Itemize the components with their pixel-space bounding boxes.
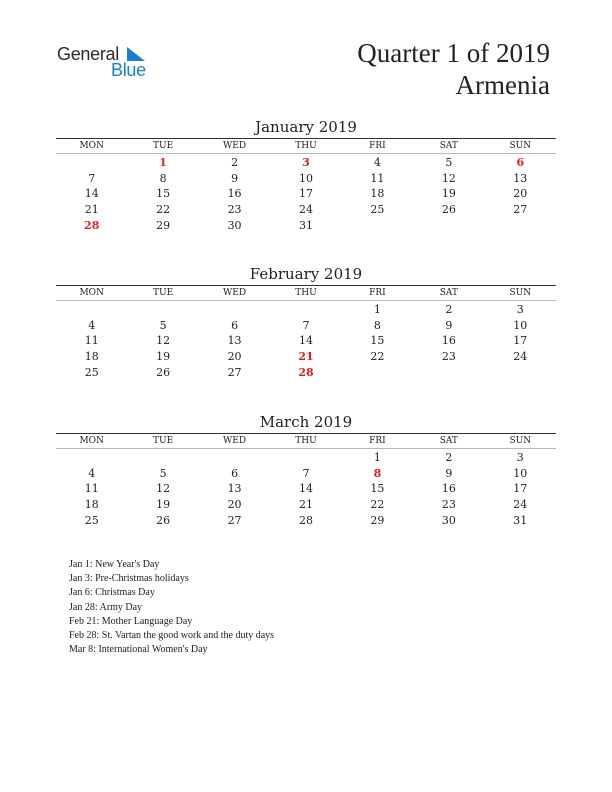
day-cell: 2 (445, 451, 453, 464)
day-cell: 24 (298, 203, 313, 217)
day-cell: 10 (513, 318, 528, 332)
day-cell: 2 (231, 156, 239, 169)
day-cell: 27 (513, 203, 528, 217)
day-cell: 25 (84, 365, 99, 379)
day-cell: 7 (302, 466, 310, 480)
day-cell: 30 (441, 513, 456, 527)
day-cell: 8 (159, 171, 167, 185)
day-cell: 15 (370, 334, 385, 348)
title-country: Armenia (455, 70, 550, 100)
weekday-label: MON (79, 141, 104, 151)
day-cell: 5 (159, 318, 167, 332)
day-cell: 17 (513, 334, 528, 348)
day-cell: 14 (84, 187, 99, 201)
day-cell: 10 (513, 466, 528, 480)
weekday-header (56, 139, 556, 154)
day-cell: 12 (156, 334, 171, 348)
weekday-label: THU (295, 141, 317, 151)
month-march (56, 413, 556, 528)
logo-word-blue: Blue (111, 60, 146, 80)
day-cell: 19 (156, 350, 171, 364)
day-cell: 29 (156, 218, 171, 232)
day-cell: 22 (156, 203, 171, 217)
day-grid (56, 450, 556, 528)
day-cell: 4 (373, 156, 381, 169)
day-cell (199, 450, 270, 466)
day-cell: 4 (88, 318, 96, 332)
weekday-label: SAT (439, 288, 458, 298)
day-cell: 16 (441, 482, 456, 496)
day-cell: 9 (445, 466, 453, 480)
weekday-label: SUN (509, 436, 532, 446)
month-january (56, 118, 556, 233)
day-cell: 24 (513, 498, 528, 512)
day-cell: 6 (231, 318, 239, 332)
day-cell: 15 (156, 187, 171, 201)
day-cell (127, 302, 198, 318)
logo-triangle-icon (127, 47, 145, 61)
day-cell: 16 (441, 334, 456, 348)
day-cell: 11 (84, 334, 99, 348)
weekday-label: THU (295, 436, 317, 446)
day-cell: 21 (84, 203, 99, 217)
day-cell: 8 (373, 318, 381, 332)
day-cell: 26 (441, 203, 456, 217)
day-cell: 27 (227, 365, 242, 379)
weekday-label: TUE (153, 288, 174, 298)
day-cell: 8 (373, 466, 382, 480)
page-title (357, 37, 550, 101)
weekday-label: SUN (509, 141, 532, 151)
day-cell: 16 (227, 187, 242, 201)
day-cell: 31 (298, 218, 313, 232)
holiday-note: Jan 3: Pre-Christmas holidays (69, 573, 189, 585)
day-cell: 25 (370, 203, 385, 217)
holiday-note: Jan 1: New Year's Day (69, 559, 160, 570)
day-cell: 1 (373, 303, 381, 316)
weekday-label: TUE (153, 436, 174, 446)
day-cell: 28 (84, 218, 100, 232)
day-cell: 3 (516, 451, 524, 464)
logo (57, 44, 157, 84)
weekday-label: SAT (439, 141, 458, 151)
day-cell: 24 (513, 350, 528, 364)
weekday-label: WED (223, 141, 247, 151)
day-cell (270, 302, 341, 318)
day-cell: 11 (84, 482, 99, 496)
day-cell: 22 (370, 498, 385, 512)
weekday-label: SUN (509, 288, 532, 298)
day-cell (199, 302, 270, 318)
month-name: March 2019 (259, 413, 353, 431)
day-cell: 12 (156, 482, 171, 496)
day-cell (56, 302, 127, 318)
day-cell: 1 (373, 451, 381, 464)
day-cell: 23 (441, 498, 456, 512)
holiday-notes (69, 558, 274, 657)
day-cell: 7 (302, 318, 310, 332)
day-cell: 26 (156, 513, 171, 527)
weekday-label: FRI (369, 288, 386, 298)
day-grid (56, 302, 556, 380)
day-cell (270, 450, 341, 466)
day-grid (56, 155, 556, 233)
day-cell: 3 (516, 303, 524, 316)
day-cell: 26 (156, 365, 171, 379)
day-cell: 25 (84, 513, 99, 527)
day-cell: 17 (513, 482, 528, 496)
weekday-label: FRI (369, 141, 386, 151)
day-cell: 28 (298, 513, 313, 527)
weekday-label: MON (79, 288, 104, 298)
day-cell: 22 (370, 350, 385, 364)
day-cell: 18 (370, 187, 385, 201)
month-name: February 2019 (249, 265, 363, 283)
day-cell: 9 (231, 171, 239, 185)
day-cell: 13 (227, 334, 242, 348)
day-cell: 14 (298, 334, 313, 348)
day-cell (56, 155, 127, 171)
day-cell: 6 (516, 156, 525, 169)
day-cell: 19 (156, 498, 171, 512)
holiday-note: Jan 6: Christmas Day (69, 587, 155, 599)
weekday-label: MON (79, 436, 104, 446)
day-cell: 13 (513, 171, 528, 185)
day-cell: 17 (298, 187, 313, 201)
day-cell: 31 (513, 513, 528, 527)
day-cell (342, 365, 413, 381)
day-cell: 2 (445, 303, 453, 316)
day-cell: 6 (231, 466, 239, 480)
day-cell: 19 (441, 187, 456, 201)
day-cell: 21 (298, 350, 314, 364)
day-cell: 20 (513, 187, 528, 201)
day-cell: 28 (298, 365, 314, 379)
weekday-label: TUE (153, 141, 174, 151)
day-cell: 11 (370, 171, 385, 185)
holiday-note: Feb 21: Mother Language Day (69, 615, 193, 627)
month-february (56, 265, 556, 380)
day-cell: 3 (302, 156, 310, 169)
day-cell: 9 (445, 318, 453, 332)
day-cell: 7 (88, 171, 96, 185)
day-cell: 10 (298, 171, 313, 185)
day-cell: 27 (227, 513, 242, 527)
day-cell: 23 (441, 350, 456, 364)
day-cell: 1 (159, 156, 167, 169)
day-cell: 30 (227, 218, 242, 232)
day-cell (485, 218, 556, 234)
day-cell: 18 (84, 350, 99, 364)
day-cell: 20 (227, 498, 242, 512)
holiday-note: Mar 8: International Women's Day (69, 644, 208, 656)
weekday-header (56, 286, 556, 301)
weekday-label: WED (223, 436, 247, 446)
day-cell (127, 450, 198, 466)
weekday-label: THU (295, 288, 317, 298)
day-cell: 18 (84, 498, 99, 512)
weekday-label: SAT (439, 436, 458, 446)
day-cell (413, 365, 484, 381)
day-cell (485, 365, 556, 381)
day-cell (413, 218, 484, 234)
day-cell: 13 (227, 482, 242, 496)
holiday-note: Feb 28: St. Vartan the good work and the duty days (69, 630, 275, 642)
holiday-note: Jan 28: Army Day (69, 601, 143, 613)
day-cell: 21 (298, 498, 313, 512)
title-quarter: Quarter 1 of 2019 (357, 38, 550, 68)
month-name: January 2019 (255, 118, 357, 136)
day-cell: 15 (370, 482, 385, 496)
weekday-label: WED (223, 288, 247, 298)
day-cell: 23 (227, 203, 242, 217)
day-cell: 4 (88, 466, 96, 480)
day-cell: 5 (445, 156, 453, 169)
day-cell (56, 450, 127, 466)
day-cell: 20 (227, 350, 242, 364)
day-cell: 14 (298, 482, 313, 496)
day-cell (342, 218, 413, 234)
day-cell: 5 (159, 466, 167, 480)
weekday-header (56, 434, 556, 449)
day-cell: 12 (441, 171, 456, 185)
logo-word-general: General (57, 44, 119, 64)
day-cell: 29 (370, 513, 385, 527)
weekday-label: FRI (369, 436, 386, 446)
